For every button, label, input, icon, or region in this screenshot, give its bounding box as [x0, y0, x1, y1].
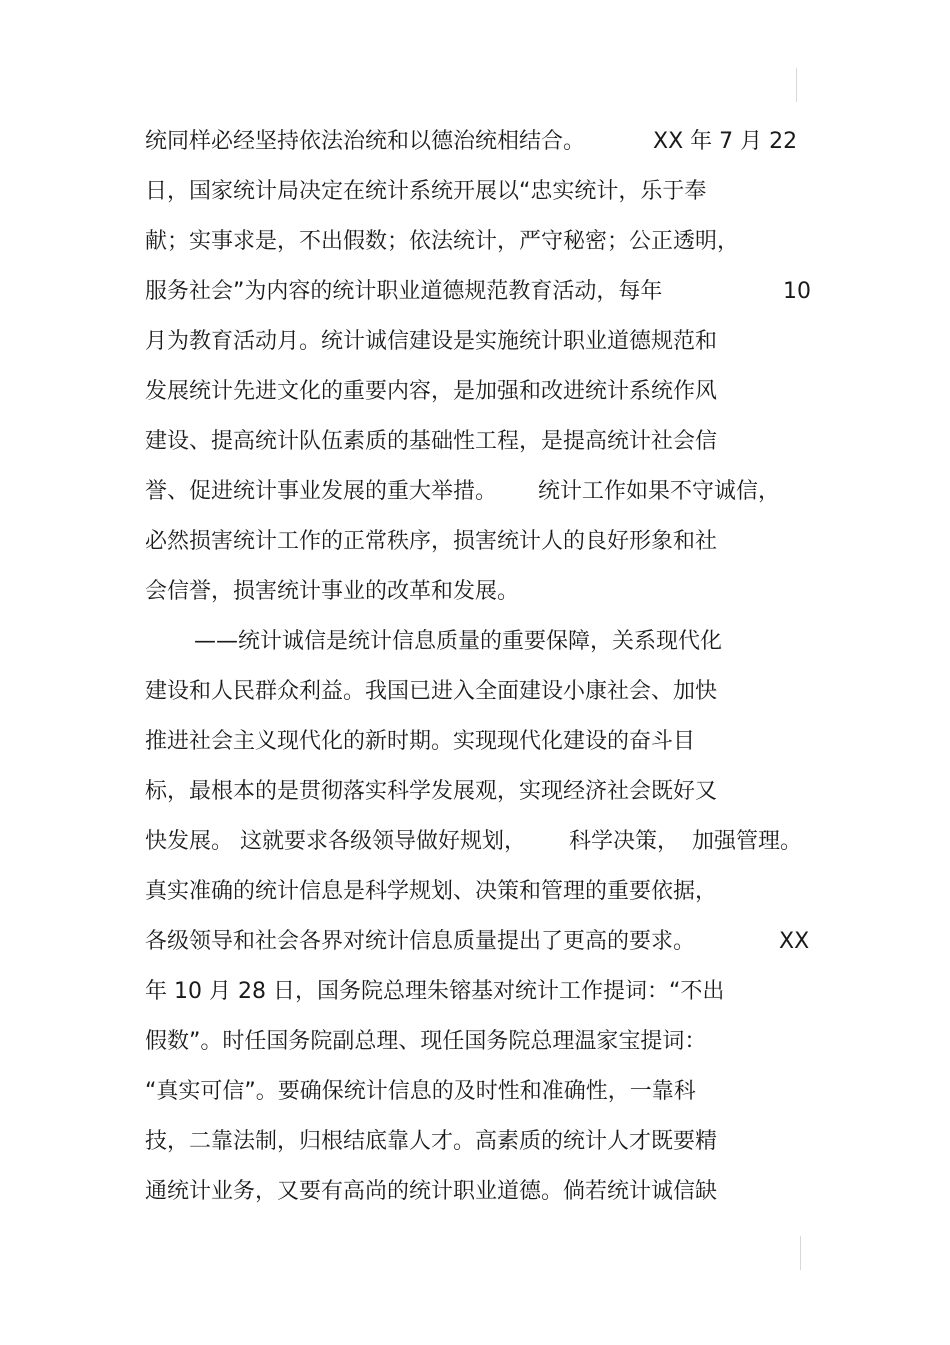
text-segment: 各级领导和社会各界对统计信息质量提出了更高的要求。	[145, 929, 696, 954]
text-line	[145, 672, 825, 712]
text-line	[145, 272, 825, 312]
text-line	[145, 1022, 825, 1062]
text-line	[145, 822, 825, 862]
text-segment: 标，最根本的是贯彻落实科学发展观，实现经济社会既好又	[145, 779, 718, 804]
text-segment: 誉、促进统计事业发展的重大举措。	[145, 479, 498, 504]
text-line	[145, 622, 825, 662]
text-segment: 通统计业务，又要有高尚的统计职业道德。倘若统计诚信缺	[145, 1179, 718, 1204]
text-segment: 统计工作如果不守诚信，	[538, 479, 781, 504]
text-segment: 会信誉，损害统计事业的改革和发展。	[145, 579, 520, 604]
text-segment: ——统计诚信是统计信息质量的重要保障，关系现代化	[194, 629, 723, 654]
text-segment: 技，二靠法制，归根结底靠人才。高素质的统计人才既要精	[145, 1129, 718, 1154]
text-line	[145, 422, 825, 462]
text-segment: XX 年 7 月 22	[653, 129, 798, 154]
text-segment: 快发展。 这就要求各级领导做好规划，	[145, 829, 526, 854]
text-segment: 统同样必经坚持依法治统和以德治统相结合。	[145, 129, 586, 154]
text-segment: 真实准确的统计信息是科学规划、决策和管理的重要依据，	[145, 879, 718, 904]
text-segment: 10	[783, 279, 811, 304]
text-segment: XX	[779, 929, 810, 954]
text-segment: 科学决策，	[569, 829, 680, 854]
text-segment: 建设、提高统计队伍素质的基础性工程，是提高统计社会信	[145, 429, 718, 454]
text-line	[145, 1072, 825, 1112]
text-segment: 假数”。时任国务院副总理、现任国务院总理温家宝提词：	[145, 1029, 707, 1054]
text-line	[145, 322, 825, 362]
text-segment: 日，国家统计局决定在统计系统开展以“忠实统计，乐于奉	[145, 179, 707, 204]
text-line	[145, 972, 825, 1012]
text-segment: 建设和人民群众利益。我国已进入全面建设小康社会、加快	[145, 679, 718, 704]
text-line	[145, 472, 825, 512]
text-line	[145, 922, 825, 962]
text-line	[145, 1122, 825, 1162]
text-line	[145, 172, 825, 212]
text-line	[145, 722, 825, 762]
text-line	[145, 572, 825, 612]
text-segment: 加强管理。	[692, 829, 803, 854]
page-edge-mark-top	[796, 68, 797, 102]
text-segment: 发展统计先进文化的重要内容，是加强和改进统计系统作风	[145, 379, 718, 404]
text-line	[145, 122, 825, 162]
text-segment: 必然损害统计工作的正常秩序，损害统计人的良好形象和社	[145, 529, 718, 554]
text-line	[145, 1172, 825, 1212]
text-segment: 献；实事求是，不出假数；依法统计，严守秘密；公正透明，	[145, 229, 740, 254]
text-line	[145, 772, 825, 812]
text-segment: 年 10 月 28 日，国务院总理朱镕基对统计工作提词：“不出	[145, 979, 725, 1004]
text-line	[145, 222, 825, 262]
text-line	[145, 372, 825, 412]
text-segment: 服务社会”为内容的统计职业道德规范教育活动，每年	[145, 279, 663, 304]
page-edge-mark-bottom	[800, 1236, 801, 1270]
text-line	[145, 522, 825, 562]
text-segment: 月为教育活动月。统计诚信建设是实施统计职业道德规范和	[145, 329, 718, 354]
text-line	[145, 872, 825, 912]
text-segment: “真实可信”。要确保统计信息的及时性和准确性，一靠科	[145, 1079, 696, 1104]
text-segment: 推进社会主义现代化的新时期。实现现代化建设的奋斗目	[145, 729, 696, 754]
